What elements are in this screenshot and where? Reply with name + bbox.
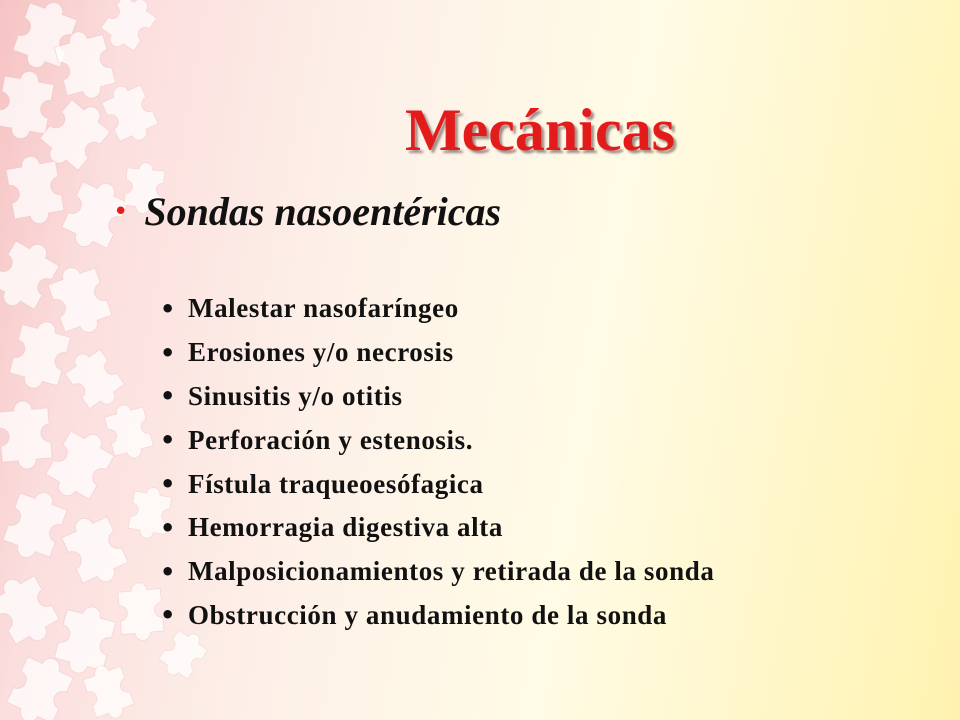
bullet-icon: • bbox=[160, 513, 176, 542]
list-item bbox=[160, 287, 714, 331]
list-item-text: Fístula traqueoesófagica bbox=[188, 468, 484, 499]
list-item-text: Obstrucción y anudamiento de la sonda bbox=[188, 599, 668, 630]
bullet-icon: • bbox=[160, 470, 176, 499]
bullet-icon: • bbox=[160, 382, 176, 411]
list-item bbox=[160, 375, 714, 419]
list-item bbox=[160, 594, 714, 638]
list-item bbox=[160, 506, 714, 550]
bullet-icon: • bbox=[160, 601, 176, 630]
list-item bbox=[160, 550, 714, 594]
main-bullet bbox=[113, 186, 501, 238]
list-item-text: Malposicionamientos y retirada de la sonda bbox=[188, 556, 715, 587]
list-item-text: Perforación y estenosis. bbox=[188, 424, 474, 455]
list-item bbox=[160, 418, 714, 462]
bullet-icon: • bbox=[160, 338, 176, 367]
round-bullet-icon: • bbox=[113, 197, 129, 227]
slide-title: Mecánicas bbox=[405, 97, 675, 163]
sub-bullet-list bbox=[160, 287, 714, 637]
bullet-icon: • bbox=[160, 426, 176, 455]
list-item bbox=[160, 462, 714, 506]
list-item-text: Malestar nasofaríngeo bbox=[188, 293, 459, 324]
list-item-text: Erosiones y/o necrosis bbox=[188, 337, 454, 368]
bullet-icon: • bbox=[160, 557, 176, 586]
list-item bbox=[160, 331, 714, 375]
list-item-text: Sinusitis y/o otitis bbox=[188, 380, 403, 411]
list-item-text: Hemorragia digestiva alta bbox=[188, 512, 503, 543]
main-bullet-text: Sondas nasoentéricas bbox=[144, 189, 502, 234]
bullet-icon: • bbox=[160, 294, 176, 323]
